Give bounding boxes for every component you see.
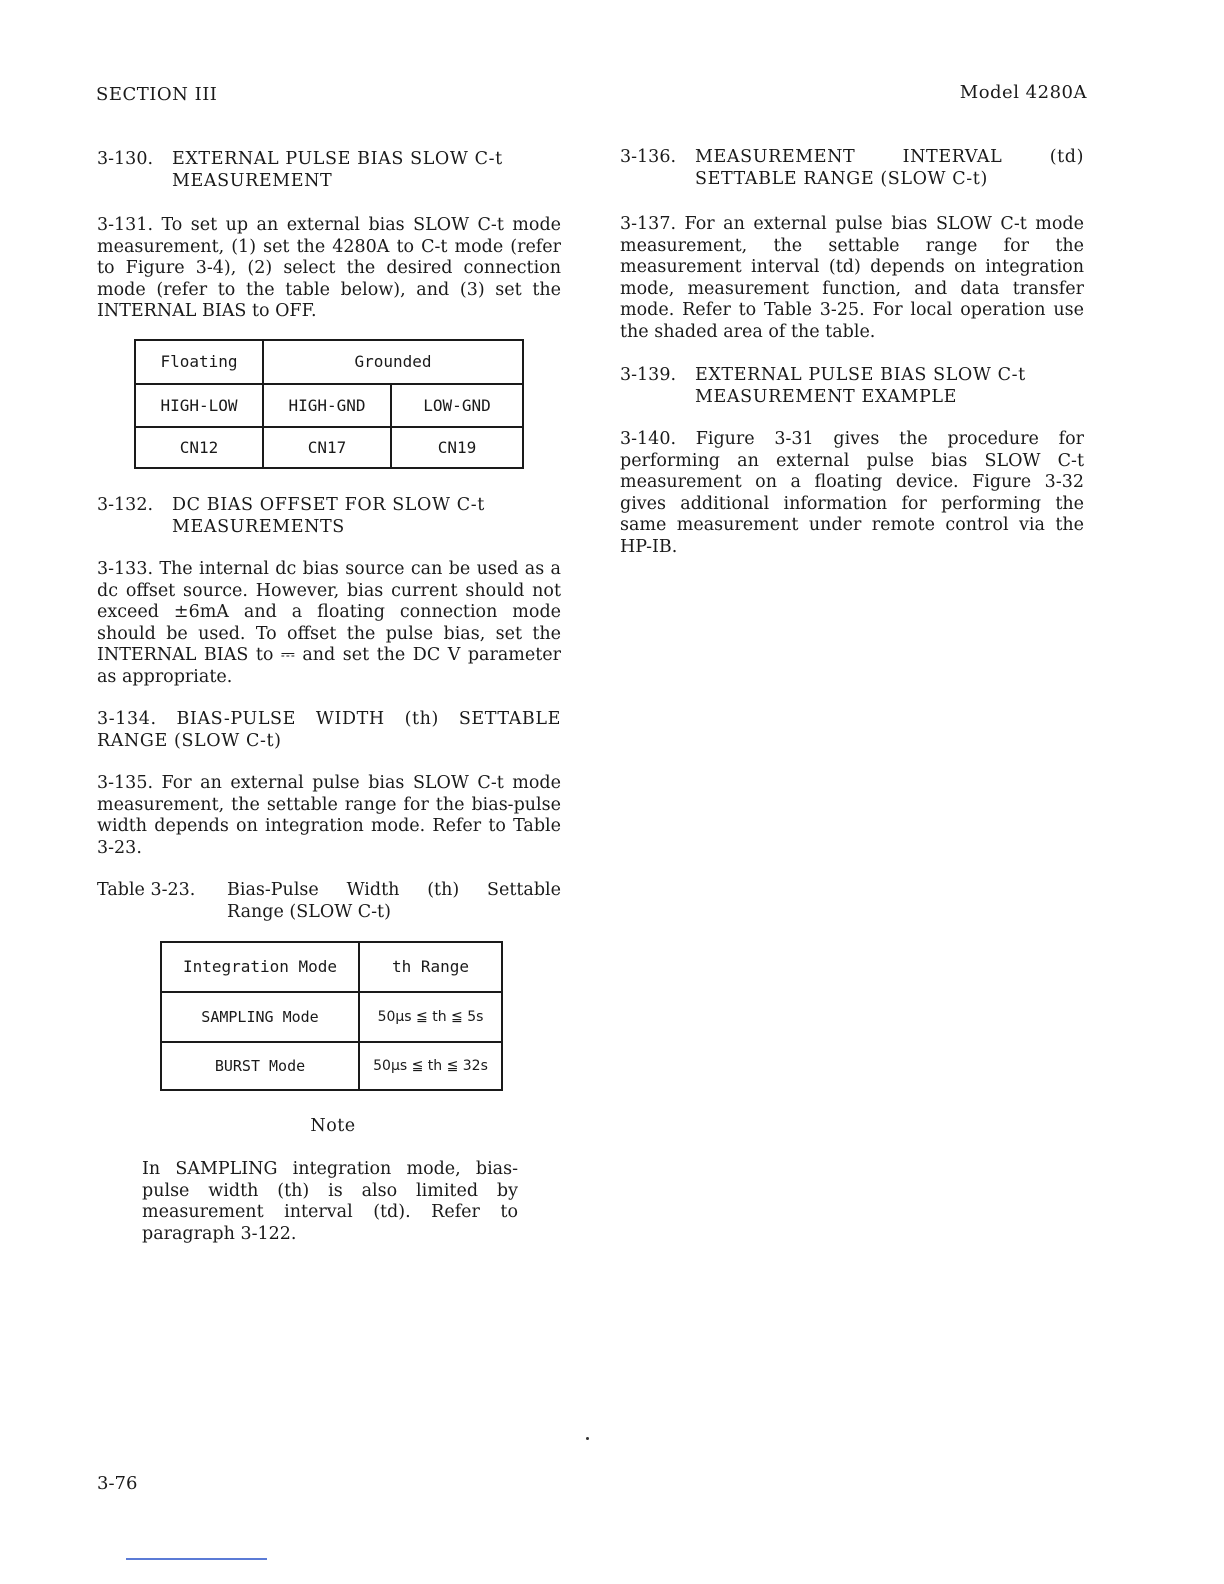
connector-cell: CN17: [263, 427, 391, 468]
paragraph-3-131: 3-131. To set up an external bias SLOW C-t mode measurement, (1) set the 4280A to C-t mode (refer to Figure 3-4), (2) select the desired connection mode (refer to the table below), and (3) set the INTERNAL BIAS to OFF.: [97, 215, 561, 321]
heading-line: RANGE (SLOW C-t): [97, 730, 282, 751]
note-text: In SAMPLING integration mode, bias-pulse width (th) is also limited by measurement interval (td). Refer to paragraph 3-122.: [142, 1159, 518, 1244]
mode-cell: HIGH-GND: [263, 384, 391, 427]
heading-3-130: [97, 149, 561, 192]
heading-title: [172, 495, 561, 538]
heading-title: [695, 147, 1084, 190]
scan-dot: [586, 1437, 589, 1440]
connection-mode-table: [134, 339, 524, 469]
heading-3-134: [97, 709, 561, 752]
heading-line: EXTERNAL PULSE BIAS SLOW C-t: [695, 365, 1026, 385]
note-title: Note: [310, 1116, 356, 1136]
heading-3-139: [620, 365, 1084, 408]
paragraph-3-133: 3-133. The internal dc bias source can be used as a dc offset source. However, bias current should not exceed ±6mA and a floating connection mode should be used. To offset the pulse bias, set the INTERNAL BIAS to ⎓ and set the DC V parameter as appropriate.: [97, 559, 561, 687]
paragraph-3-140: 3-140. Figure 3-31 gives the procedure for performing an external pulse bias SLOW C-t measurement on a floating device. Figure 3-32 gives additional information for performing the same measurement under remote control via the HP-IB.: [620, 429, 1084, 557]
heading-line: MEASUREMENTS: [172, 516, 345, 537]
paragraph-3-137: 3-137. For an external pulse bias SLOW C-t mode measurement, the settable range for the measurement interval (td) depends on integration mode, measurement function, and data transfer mode. Refer to Table 3-25. For local operation use the shaded area of the table.: [620, 214, 1084, 342]
heading-3-132: [97, 495, 561, 538]
heading-title: [695, 365, 1084, 408]
heading-line: DC BIAS OFFSET FOR SLOW C-t: [172, 495, 485, 515]
heading-title: [172, 149, 561, 192]
scan-mark-line: [126, 1558, 267, 1560]
grounded-header: Grounded: [263, 340, 523, 384]
heading-line: MEASUREMENT INTERVAL (td): [695, 147, 1084, 167]
caption-line: Bias-Pulse Width (th) Settable: [227, 880, 561, 900]
page-number: 3-76: [97, 1473, 138, 1494]
range-cell: 50μs ≦ th ≦ 32s: [359, 1042, 502, 1090]
heading-number: 3-136.: [620, 147, 677, 167]
table-number: Table 3-23.: [97, 880, 196, 900]
caption-line: Range (SLOW C-t): [227, 901, 391, 922]
heading-line: MEASUREMENT: [172, 170, 333, 191]
table-title: [227, 880, 561, 923]
heading-3-136: [620, 147, 1084, 190]
floating-header: Floating: [135, 340, 263, 384]
heading-line: EXTERNAL PULSE BIAS SLOW C-t: [172, 149, 503, 169]
heading-number: 3-130.: [97, 149, 154, 169]
section-label: SECTION III: [96, 84, 218, 105]
connector-cell: CN12: [135, 427, 263, 468]
heading-number: 3-132.: [97, 495, 154, 515]
table-caption: [97, 880, 561, 923]
heading-line: MEASUREMENT EXAMPLE: [695, 386, 957, 407]
th-range-header: th Range: [359, 942, 502, 992]
heading-number: 3-139.: [620, 365, 677, 385]
mode-cell: BURST Mode: [161, 1042, 359, 1090]
integration-mode-header: Integration Mode: [161, 942, 359, 992]
mode-cell: SAMPLING Mode: [161, 992, 359, 1042]
model-label: Model 4280A: [959, 82, 1087, 103]
mode-cell: LOW-GND: [391, 384, 523, 427]
range-table: [160, 941, 503, 1091]
mode-cell: HIGH-LOW: [135, 384, 263, 427]
connector-cell: CN19: [391, 427, 523, 468]
heading-line: 3-134. BIAS-PULSE WIDTH (th) SETTABLE: [97, 709, 561, 729]
range-cell: 50μs ≦ th ≦ 5s: [359, 992, 502, 1042]
heading-line: SETTABLE RANGE (SLOW C-t): [695, 168, 988, 189]
paragraph-3-135: 3-135. For an external pulse bias SLOW C-t mode measurement, the settable range for the bias-pulse width depends on integration mode. Refer to Table 3-23.: [97, 773, 561, 858]
